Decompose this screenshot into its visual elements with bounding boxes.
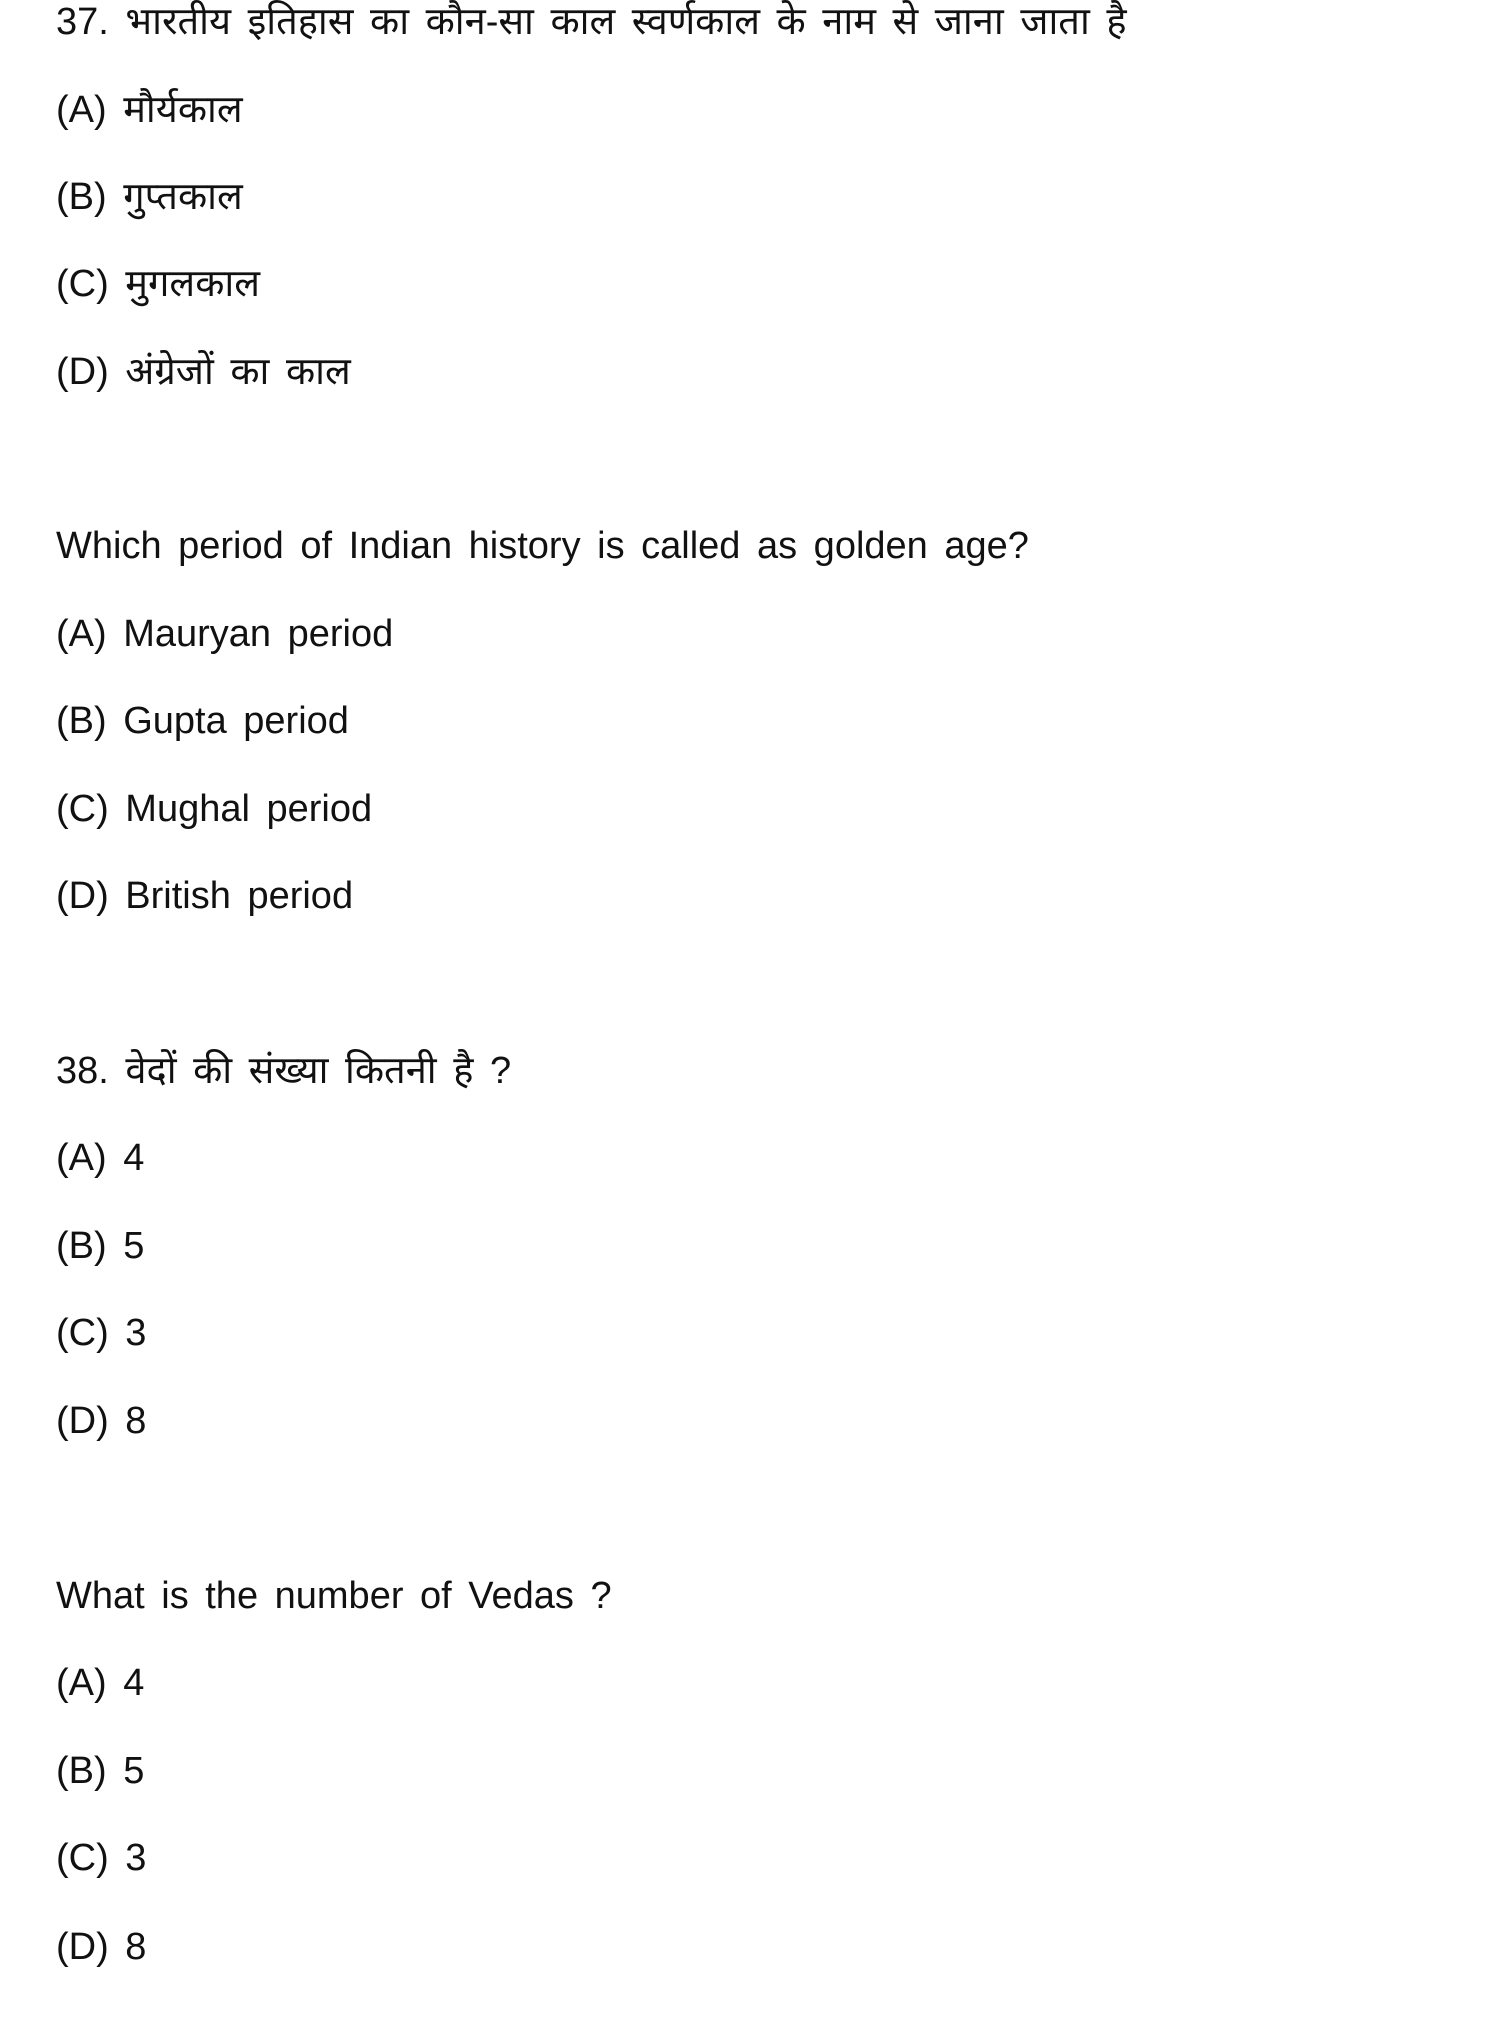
option-d: (D) 8 — [56, 1400, 147, 1442]
option-c: (C) Mughal period — [56, 788, 373, 830]
option-a: (A) Mauryan period — [56, 613, 394, 655]
option-a: (A) 4 — [56, 1662, 145, 1704]
option-b: (B) 5 — [56, 1225, 145, 1267]
question-text: What is the number of Vedas ? — [56, 1575, 612, 1617]
option-c: (C) 3 — [56, 1312, 147, 1354]
option-b: (B) 5 — [56, 1750, 145, 1792]
question-text: Which period of Indian history is called as golden age? — [56, 525, 1029, 567]
option-c: (C) मुगलकाल — [56, 263, 260, 305]
option-c: (C) 3 — [56, 1837, 147, 1879]
question-text: 38. वेदों की संख्या कितनी है ? — [56, 1050, 512, 1092]
option-b: (B) गुप्तकाल — [56, 176, 243, 218]
option-d: (D) अंग्रेजों का काल — [56, 351, 351, 393]
option-d: (D) British period — [56, 875, 354, 917]
option-a: (A) मौर्यकाल — [56, 89, 243, 131]
option-b: (B) Gupta period — [56, 700, 349, 742]
question-text: 37. भारतीय इतिहास का कौन-सा काल स्वर्णकाल के नाम से जाना जाता है — [56, 1, 1127, 43]
option-a: (A) 4 — [56, 1137, 145, 1179]
option-d: (D) 8 — [56, 1926, 147, 1968]
